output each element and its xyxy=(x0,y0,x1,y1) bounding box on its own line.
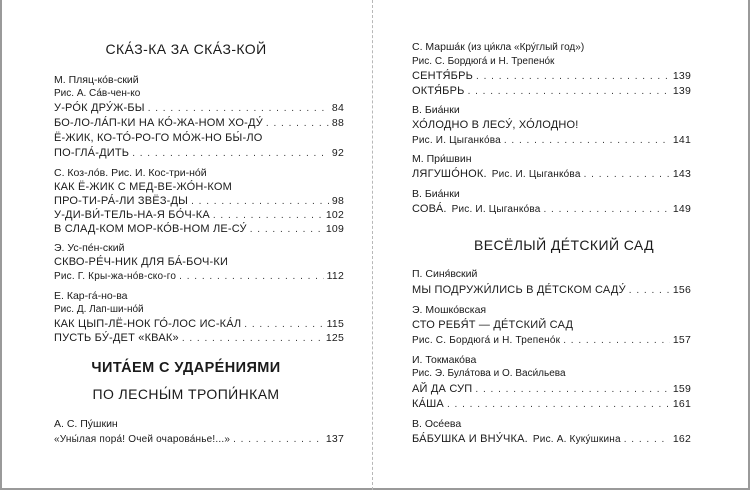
toc-entry[interactable] xyxy=(54,195,344,207)
illustrator-credit: Рис. С. Бордюга́ и Н. Трепено́к xyxy=(412,56,555,67)
page-number: 112 xyxy=(326,270,344,282)
page-number: 98 xyxy=(331,195,344,207)
toc-entry[interactable] xyxy=(54,318,344,330)
entry-title: У-ДИ-ВИ́-ТЕЛЬ-НА-Я БО́Ч-КА xyxy=(54,209,210,221)
entry-title: ОКТЯ́БРЬ xyxy=(412,85,465,97)
toc-entry[interactable] xyxy=(54,102,344,114)
page-number: 125 xyxy=(325,332,344,344)
entry-title: ПО-ГЛА́-ДИТЬ xyxy=(54,147,130,159)
toc-entry[interactable] xyxy=(412,433,691,445)
dot-leader xyxy=(191,196,329,207)
toc-entry[interactable] xyxy=(412,134,691,146)
entry-title: ЛЯГУШО́НОК. xyxy=(412,168,487,180)
entry-title: СОВА́. xyxy=(412,203,447,215)
page-number: 88 xyxy=(331,117,344,129)
entry-title-line: КАК Ё-ЖИК С МЕД-ВЕ-ЖО́Н-КОМ xyxy=(54,181,232,193)
page-number: 102 xyxy=(325,209,344,221)
dot-leader xyxy=(563,335,670,346)
dot-leader xyxy=(179,271,324,282)
toc-entry[interactable] xyxy=(54,117,344,129)
toc-entry[interactable] xyxy=(412,70,691,82)
page-number: 161 xyxy=(672,398,691,410)
entry-title: «Уны́лая пора́! Очей очарова́нье!...» xyxy=(54,434,231,445)
entry-title-line: Ё-ЖИК, КО-ТО́-РО-ГО МО́Ж-НО БЫ́-ЛО xyxy=(54,132,263,144)
toc-entry[interactable] xyxy=(54,270,344,282)
toc-entry[interactable] xyxy=(54,433,344,445)
author: Э. Ус-пе́н-ский xyxy=(54,242,125,254)
dot-leader xyxy=(250,224,323,235)
author: В. Биа́нки xyxy=(412,188,460,200)
entry-title: В СЛАД-КОМ МОР-КО́В-НОМ ЛЕ-СУ́ xyxy=(54,223,247,235)
page-number: 159 xyxy=(672,383,691,395)
author: С. Коз-ло́в. Рис. И. Кос-три-но́й xyxy=(54,167,207,179)
toc-entry[interactable] xyxy=(54,209,344,221)
entry-title: БО-ЛО-ЛА́П-КИ НА КО́-ЖА-НОМ ХО-ДУ́ xyxy=(54,117,263,129)
section-title: СКА́З-КА ЗА СКА́З-КОЙ xyxy=(105,41,267,57)
author: Е. Кар-га́-но-ва xyxy=(54,290,128,302)
entry-title: ПРО-ТИ-РА́-ЛИ ЗВЁЗ-ДЫ xyxy=(54,195,189,207)
toc-entry[interactable] xyxy=(412,284,691,296)
dot-leader xyxy=(182,333,323,344)
page-number: 156 xyxy=(672,284,691,296)
author: И. Токмако́ва xyxy=(412,354,477,366)
author: М. Пляц-ко́в-ский xyxy=(54,74,139,86)
author: М. При́швин xyxy=(412,153,472,165)
page-number: 115 xyxy=(326,318,344,330)
dot-leader xyxy=(476,71,670,82)
page-number: 162 xyxy=(672,433,691,445)
section-title: ЧИТА́ЕМ С УДАРЕ́НИЯМИ xyxy=(91,360,281,376)
page-number: 139 xyxy=(672,85,691,97)
entry-title: БА́БУШКА И ВНУ́ЧКА. xyxy=(412,433,528,445)
toc-entry[interactable] xyxy=(412,334,691,346)
author: В. Биа́нки xyxy=(412,104,460,116)
page-number: 139 xyxy=(672,70,691,82)
dot-leader xyxy=(132,148,329,159)
cycle-note: (из ци́кла «Кру́глый год») xyxy=(467,42,585,53)
entry-title: АЙ ДА СУП xyxy=(412,383,473,395)
dot-leader xyxy=(504,135,670,146)
toc-entry[interactable] xyxy=(54,147,344,159)
entry-title-line[interactable]: СТО РЕБЯ́Т — ДЕ́ТСКИЙ САД xyxy=(412,319,574,331)
illustrator-credit: Рис. Д. Лап-ши-но́й xyxy=(54,304,144,315)
illustrator-credit: Рис. И. Цыганко́ва xyxy=(412,135,501,146)
toc-entry[interactable] xyxy=(412,203,691,215)
dot-leader xyxy=(213,210,323,221)
page-number: 149 xyxy=(672,203,691,215)
toc-entry[interactable] xyxy=(412,383,691,395)
entry-title: СЕНТЯ́БРЬ xyxy=(412,70,474,82)
dot-leader xyxy=(447,399,670,410)
page-number: 92 xyxy=(331,147,344,159)
dot-leader xyxy=(584,169,670,180)
dot-leader xyxy=(244,319,323,330)
section-subtitle: ПО ЛЕСНЫ́М ТРОПИ́НКАМ xyxy=(92,386,280,402)
page-number: 109 xyxy=(325,223,344,235)
toc-entry[interactable] xyxy=(412,168,691,180)
illustrator-credit: Рис. А. Куку́шкина xyxy=(532,434,621,445)
page-number: 157 xyxy=(672,334,691,346)
left-page xyxy=(0,0,372,490)
entry-title-line[interactable]: СКВО-РЕ́Ч-НИК ДЛЯ БА́-БОЧ-КИ xyxy=(54,256,229,268)
toc-entry[interactable] xyxy=(54,223,344,235)
illustrator-credit: Рис. И. Цыганко́ва xyxy=(491,169,581,180)
author: В. Осе́ева xyxy=(412,418,462,430)
author: П. Синя́вский xyxy=(412,268,478,280)
page-number: 137 xyxy=(325,433,344,445)
author: Э. Мошко́вская xyxy=(412,304,487,316)
dot-leader xyxy=(629,285,670,296)
dot-leader xyxy=(624,434,670,445)
page-number: 84 xyxy=(331,102,344,114)
page-spine xyxy=(372,0,373,490)
page-number: 143 xyxy=(672,168,691,180)
illustrator-credit: Рис. Г. Кры-жа-но́в-ско-го xyxy=(54,271,177,282)
dot-leader xyxy=(475,384,669,395)
dot-leader xyxy=(544,204,670,215)
illustrator-credit: Рис. Э. Була́това и О. Васи́льева xyxy=(412,368,566,379)
dot-leader xyxy=(266,118,329,129)
dot-leader xyxy=(233,434,323,445)
section-title: ВЕСЁЛЫЙ ДЕ́ТСКИЙ САД xyxy=(473,237,654,253)
dot-leader xyxy=(148,103,329,114)
dot-leader xyxy=(468,86,670,97)
entry-title: КАК ЦЫП-ЛЁ-НОК ГО́-ЛОС ИС-КА́Л xyxy=(54,318,242,330)
toc-entry[interactable] xyxy=(412,398,691,410)
illustrator-credit: Рис. С. Бордюга́ и Н. Трепено́к xyxy=(412,335,561,346)
toc-entry[interactable] xyxy=(54,332,344,344)
right-page xyxy=(378,0,750,490)
author: С. Марша́к (из ци́кла «Кру́глый год») xyxy=(412,41,585,53)
author: А. С. Пу́шкин xyxy=(54,418,118,430)
entry-title: МЫ ПОДРУЖИ́ЛИСЬ В ДЕ́ТСКОМ САДУ́ xyxy=(412,284,626,296)
entry-title: У-РО́К ДРУ́Ж-БЫ xyxy=(54,102,145,114)
illustrator-credit: Рис. А. Са́в-чен-ко xyxy=(54,88,141,99)
entry-title: ПУСТЬ БУ́-ДЕТ «КВАК» xyxy=(54,332,179,344)
entry-title-line[interactable]: ХО́ЛОДНО В ЛЕСУ́, ХО́ЛОДНО! xyxy=(412,119,579,131)
toc-entry[interactable] xyxy=(412,85,691,97)
illustrator-credit: Рис. И. Цыганко́ва xyxy=(451,204,541,215)
entry-title: КА́ША xyxy=(412,398,444,410)
page-number: 141 xyxy=(672,134,691,146)
